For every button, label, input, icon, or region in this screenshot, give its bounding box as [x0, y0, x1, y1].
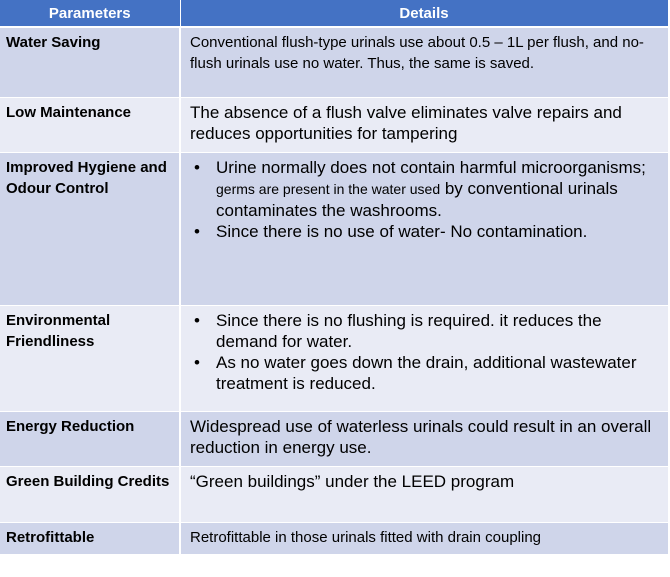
detail-cell — [180, 152, 668, 305]
list-item — [190, 352, 662, 394]
list-item — [190, 157, 662, 221]
bullet-text: Urine normally does not contain harmful microorganisms; — [216, 157, 646, 177]
detail-cell: Retrofittable in those urinals fitted with drain coupling — [180, 522, 668, 554]
param-cell: Environmental Friendliness — [0, 305, 180, 411]
table-header-row — [0, 0, 668, 27]
bullet-text: Since there is no flushing is required. it reduces the demand for water. — [216, 310, 602, 351]
detail-cell: Widespread use of waterless urinals could result in an overall reduction in energy use. — [180, 411, 668, 466]
param-cell: Green Building Credits — [0, 466, 180, 522]
bullet-text: Since there is no use of water- No contamination. — [216, 221, 588, 241]
table-row-green-building — [0, 466, 668, 522]
table-row-energy-reduction — [0, 411, 668, 466]
header-details: Details — [180, 0, 668, 27]
bullet-text-small: germs are present in the water used — [216, 180, 441, 197]
header-parameters: Parameters — [0, 0, 180, 27]
bullet-list — [190, 157, 662, 242]
table-row-retrofittable — [0, 522, 668, 554]
param-cell: Water Saving — [0, 27, 180, 97]
list-item — [190, 310, 662, 352]
detail-cell: Conventional flush-type urinals use about 0.5 – 1L per flush, and no-flush urinals use no water. Thus, the same is saved. — [180, 27, 668, 97]
param-cell: Improved Hygiene and Odour Control — [0, 152, 180, 305]
table-row-environmental — [0, 305, 668, 411]
table-row-water-saving — [0, 27, 668, 97]
param-cell: Energy Reduction — [0, 411, 180, 466]
detail-cell: “Green buildings” under the LEED program — [180, 466, 668, 522]
list-item — [190, 221, 662, 242]
detail-cell: The absence of a flush valve eliminates valve repairs and reduces opportunities for tampering — [180, 97, 668, 152]
table-row-low-maintenance — [0, 97, 668, 152]
detail-cell — [180, 305, 668, 411]
bullet-list — [190, 310, 662, 394]
bullet-text: by conventional urinals contaminates the washrooms. — [216, 178, 618, 220]
param-cell: Low Maintenance — [0, 97, 180, 152]
bullet-text: As no water goes down the drain, additional wastewater treatment is reduced. — [216, 352, 637, 393]
table-row-hygiene — [0, 152, 668, 305]
param-cell: Retrofittable — [0, 522, 180, 554]
